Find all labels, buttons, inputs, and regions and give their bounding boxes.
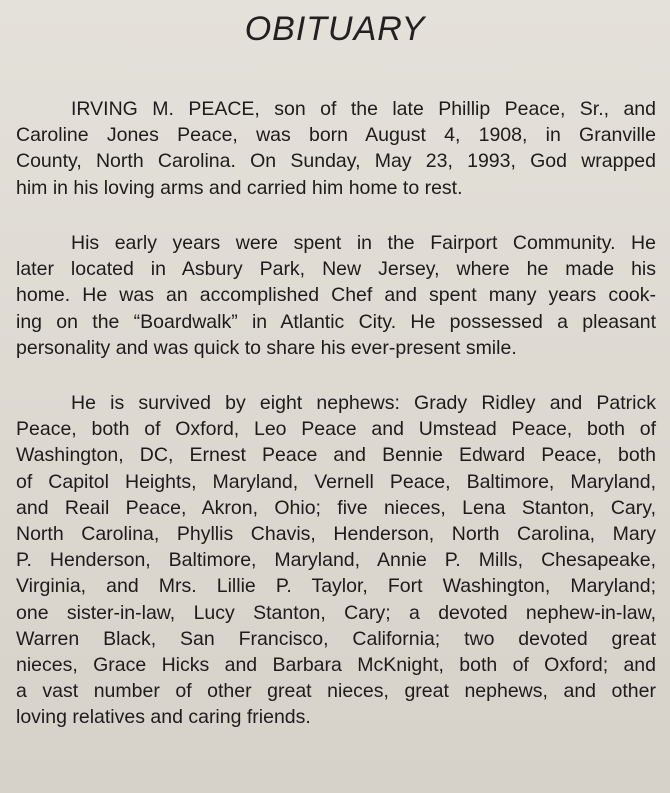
text-line: him in his loving arms and carried him home to rest.: [16, 176, 463, 199]
text-line: nieces, Grace Hicks and Barbara McKnight, both of Oxford; and: [16, 654, 656, 677]
paragraph-survivors: [16, 390, 656, 731]
text-line: home. He was an accomplished Chef and spent many years cook-: [16, 284, 656, 307]
text-line: Warren Black, San Francisco, California; two devoted great: [16, 627, 656, 650]
page-title: OBITUARY: [244, 10, 426, 48]
text-line: North Carolina, Phyllis Chavis, Henderson, North Carolina, Mary: [16, 523, 656, 546]
text-line: and Reail Peace, Akron, Ohio; five nieces, Lena Stanton, Cary,: [16, 496, 656, 519]
text-line: personality and was quick to share his ever-present smile.: [16, 336, 517, 359]
text-line: Washington, DC, Ernest Peace and Bennie Edward Peace, both: [16, 444, 656, 467]
paragraph-early-years: [16, 230, 656, 361]
text-line: P. Henderson, Baltimore, Maryland, Annie P. Mills, Chesapeake,: [16, 549, 656, 572]
text-line: later located in Asbury Park, New Jersey, where he made his: [16, 258, 656, 281]
text-line: ing on the “Boardwalk” in Atlantic City. He possessed a pleasant: [16, 310, 656, 333]
text-line: a vast number of other great nieces, great nephews, and other: [16, 680, 656, 703]
text-line: County, North Carolina. On Sunday, May 23, 1993, God wrapped: [16, 150, 656, 173]
text-line: IRVING M. PEACE, son of the late Phillip Peace, Sr., and: [71, 98, 656, 120]
text-line: loving relatives and caring friends.: [16, 706, 311, 729]
text-line: Caroline Jones Peace, was born August 4, 1908, in Granville: [16, 124, 656, 147]
text-line: of Capitol Heights, Maryland, Vernell Peace, Baltimore, Maryland,: [16, 470, 656, 493]
paragraph-birth: [16, 96, 656, 201]
text-line: His early years were spent in the Fairport Community. He: [71, 232, 656, 254]
text-line: He is survived by eight nephews: Grady Ridley and Patrick: [71, 392, 656, 414]
text-line: one sister-in-law, Lucy Stanton, Cary; a devoted nephew-in-law,: [16, 601, 656, 624]
text-line: Peace, both of Oxford, Leo Peace and Umstead Peace, both of: [16, 418, 656, 441]
text-line: Virginia, and Mrs. Lillie P. Taylor, Fort Washington, Maryland;: [16, 575, 656, 598]
